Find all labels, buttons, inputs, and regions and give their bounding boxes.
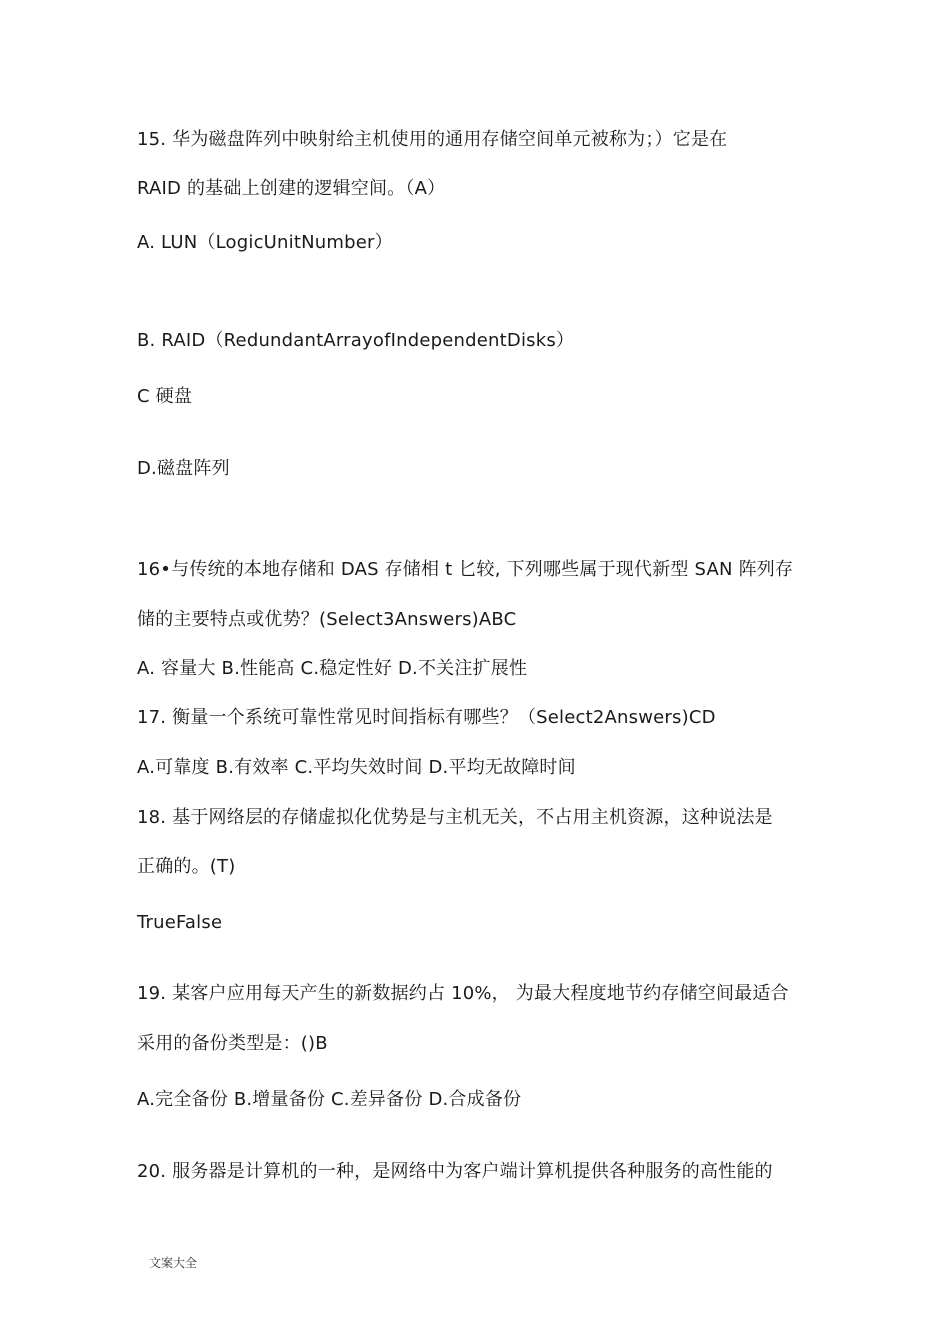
- q19-options: A.完全备份 B.增量备份 C.差异备份 D.合成备份: [137, 1089, 522, 1110]
- q18-line-2: 正确的。(T): [137, 856, 236, 877]
- q17-line: 17. 衡量一个系统可靠性常见时间指标有哪些？（Select2Answers)CD: [137, 707, 716, 728]
- page-footer: 文案大全: [149, 1256, 198, 1270]
- q19-line-2: 采用的备份类型是：()B: [137, 1033, 328, 1054]
- q16-options: A. 容量大 B.性能高 C.稳定性好 D.不关注扩展性: [137, 658, 528, 679]
- q15-option-a: A. LUN（LogicUnitNumber）: [137, 232, 393, 253]
- q15-line-1: 15. 华为磁盘阵列中映射给主机使用的通用存储空间单元被称为；）它是在: [137, 129, 728, 150]
- q17-options: A.可靠度 B.有效率 C.平均失效时间 D.平均无故障时间: [137, 757, 576, 778]
- q15-line-2: RAID 的基础上创建的逻辑空间。（A）: [137, 178, 446, 199]
- q15-option-d: D.磁盘阵列: [137, 458, 230, 479]
- q15-option-b: B. RAID（RedundantArrayofIndependentDisks）: [137, 330, 575, 351]
- q18-options: TrueFalse: [137, 912, 223, 933]
- q20-line-1: 20. 服务器是计算机的一种，是网络中为客户端计算机提供各种服务的高性能的: [137, 1161, 773, 1182]
- q16-line-1: 16•与传统的本地存储和 DAS 存储相 t 匕较, 下列哪些属于现代新型 SAN 阵列存: [137, 559, 794, 580]
- q16-line-2: 储的主要特点或优势？(Select3Answers)ABC: [137, 609, 517, 630]
- q19-line-1: 19. 某客户应用每天产生的新数据约占 10%， 为最大程度地节约存储空间最适合: [137, 983, 789, 1004]
- q15-option-c: C 硬盘: [137, 386, 193, 407]
- q18-line-1: 18. 基于网络层的存储虚拟化优势是与主机无关，不占用主机资源，这种说法是: [137, 807, 773, 828]
